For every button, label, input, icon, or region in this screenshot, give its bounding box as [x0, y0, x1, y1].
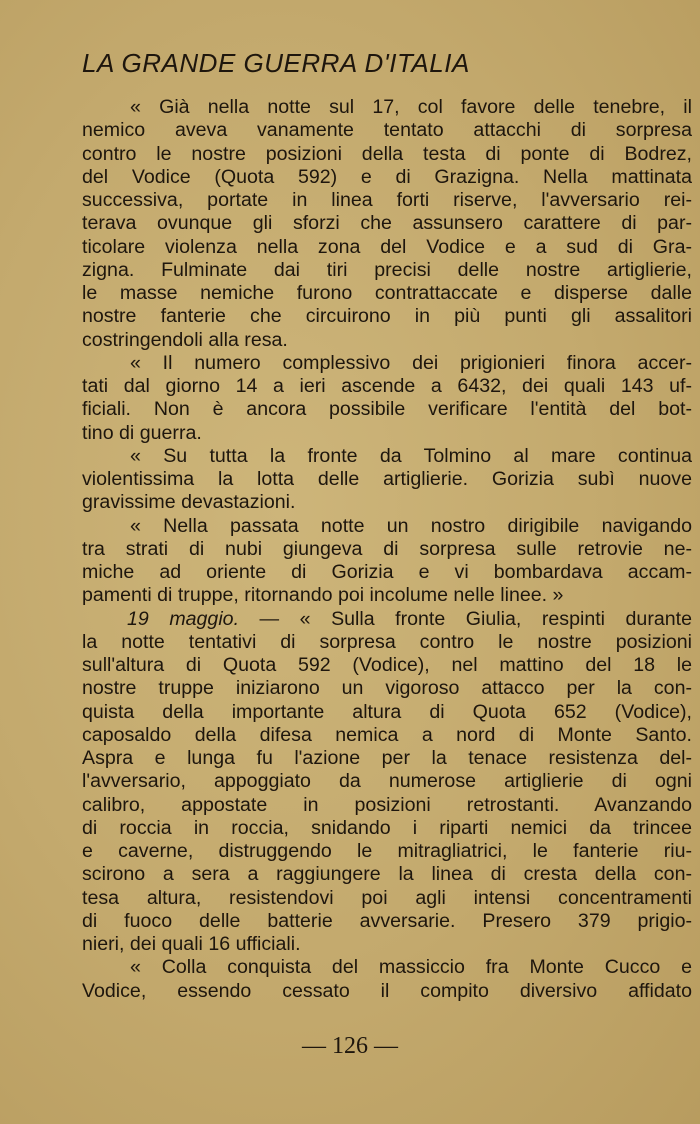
text-line	[82, 631, 692, 654]
text-line	[82, 422, 692, 445]
date-heading: 19 maggio.	[127, 607, 240, 630]
text-line	[82, 468, 692, 491]
text-line	[82, 840, 692, 863]
line-text: contro le nostre posizioni della testa di ponte di Bodrez,	[82, 142, 692, 165]
text-line	[82, 329, 692, 352]
text-line	[82, 817, 692, 840]
text-line	[82, 980, 692, 1003]
line-text: « Già nella notte sul 17, col favore delle tenebre, il	[130, 96, 692, 118]
text-line	[82, 189, 692, 212]
text-line	[82, 910, 692, 933]
text-line	[82, 166, 692, 189]
body-text	[82, 96, 692, 1003]
line-text: tesa altura, resistendovi poi agli intensi concentramenti	[82, 886, 692, 909]
line-text: gravissime devastazioni.	[82, 491, 296, 514]
text-line	[82, 96, 692, 119]
text-line	[82, 515, 692, 538]
text-line	[82, 491, 692, 514]
text-line	[82, 724, 692, 747]
line-text: « Nella passata notte un nostro dirigibile navigando	[130, 514, 692, 537]
text-line	[82, 584, 692, 607]
text-line	[82, 375, 692, 398]
text-line	[82, 933, 692, 956]
line-text: l'avversario, appoggiato da numerose artiglierie di ogni	[82, 770, 692, 793]
text-line	[82, 259, 692, 282]
line-text: ficiali. Non è ancora possibile verificare l'entità del bot-	[82, 398, 692, 421]
text-line	[82, 143, 692, 166]
line-text: quista della importante altura di Quota 652 (Vodice),	[82, 700, 692, 723]
text-line	[82, 887, 692, 910]
line-text: nemico aveva vanamente tentato attacchi di sorpresa	[82, 119, 692, 142]
line-text: sull'altura di Quota 592 (Vodice), nel mattino del 18 le	[82, 654, 692, 676]
line-text: zigna. Fulminate dai tiri precisi delle nostre artiglierie,	[82, 258, 692, 281]
text-line	[82, 538, 692, 561]
line-text: scirono a sera a raggiungere la linea di cresta della con-	[82, 863, 692, 886]
line-text: nieri, dei quali 16 ufficiali.	[82, 933, 301, 955]
text-line	[82, 770, 692, 793]
line-text: terava ovunque gli sforzi che assunsero carattere di par-	[82, 212, 692, 235]
line-text: ticolare violenza nella zona del Vodice e a sud di Gra-	[82, 235, 692, 258]
line-text: calibro, appostate in posizioni retrostanti. Avanzando	[82, 793, 692, 816]
text-line	[82, 863, 692, 886]
text-line	[82, 654, 692, 677]
text-line	[82, 236, 692, 259]
text-line	[82, 352, 692, 375]
running-title: LA GRANDE GUERRA D'ITALIA	[82, 48, 470, 78]
line-text: costringendoli alla resa.	[82, 328, 288, 351]
line-text: miche ad oriente di Gorizia e vi bombardava accam-	[82, 561, 692, 583]
line-text: le masse nemiche furono contrattaccate e disperse dalle	[82, 282, 692, 304]
line-text: successiva, portate in linea forti riserve, l'avversario rei-	[82, 189, 692, 211]
page-number: — 126 —	[302, 1033, 398, 1059]
line-text: nostre truppe iniziarono un vigoroso attacco per la con-	[82, 677, 692, 700]
line-text: nostre fanterie che circuirono in più punti gli assalitori	[82, 305, 692, 328]
line-text: tra strati di nubi giungeva di sorpresa sulle retrovie ne-	[82, 537, 692, 560]
line-text: Aspra e lunga fu l'azione per la tenace resistenza del-	[82, 747, 692, 769]
line-text: violentissima la lotta delle artiglierie. Gorizia subì nuove	[82, 468, 692, 490]
text-line	[82, 794, 692, 817]
line-text: tati dal giorno 14 a ieri ascende a 6432, dei quali 143 uf-	[82, 375, 692, 397]
text-line	[82, 119, 692, 142]
line-text: « Su tutta la fronte da Tolmino al mare continua	[130, 444, 692, 467]
line-text: caposaldo della difesa nemica a nord di Monte Santo.	[82, 723, 692, 746]
text-line	[82, 747, 692, 770]
line-text: « Colla conquista del massiccio fra Monte Cucco e	[130, 956, 692, 979]
line-text: e caverne, distruggendo le mitragliatrici, le fanterie riu-	[82, 840, 692, 862]
line-text: tino di guerra.	[82, 421, 202, 444]
text-line	[82, 445, 692, 468]
line-text: di roccia in roccia, snidando i riparti nemici da trincee	[82, 816, 692, 839]
text-line	[82, 701, 692, 724]
text-line	[82, 212, 692, 235]
text-line	[82, 956, 692, 979]
text-line	[82, 677, 692, 700]
line-text: del Vodice (Quota 592) e di Grazigna. Nella mattinata	[82, 165, 692, 188]
line-text: « Il numero complessivo dei prigionieri finora accer-	[130, 351, 692, 374]
line-text: la notte tentativi di sorpresa contro le nostre posizioni	[82, 630, 692, 653]
text-line	[82, 608, 692, 631]
text-line	[82, 398, 692, 421]
line-text: Vodice, essendo cessato il compito diversivo affidato	[82, 979, 692, 1002]
line-text: pamenti di truppe, ritornando poi incolume nelle linee. »	[82, 584, 564, 607]
text-line	[82, 282, 692, 305]
text-line	[82, 305, 692, 328]
line-text: di fuoco delle batterie avversarie. Presero 379 prigio-	[82, 909, 692, 932]
line-text: — « Sulla fronte Giulia, respinti durante	[239, 607, 692, 630]
text-line	[82, 561, 692, 584]
